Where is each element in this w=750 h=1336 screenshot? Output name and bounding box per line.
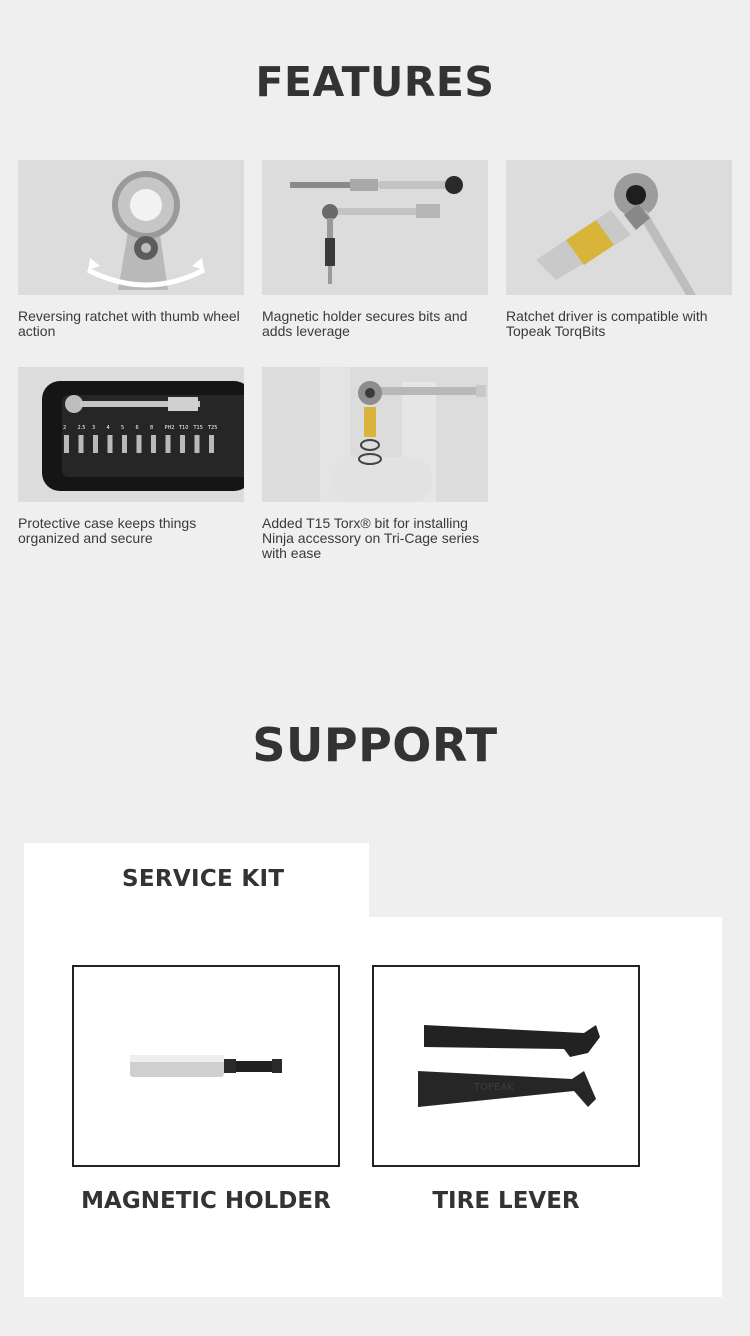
case-bit-label: T15 bbox=[193, 425, 203, 431]
case-bit bbox=[209, 435, 214, 453]
feature-card bbox=[18, 160, 244, 339]
magnetic-holder-image bbox=[262, 160, 488, 295]
case-bit bbox=[79, 435, 84, 453]
ratchet-thumb-wheel-image bbox=[18, 160, 244, 295]
support-heading: SUPPORT bbox=[252, 718, 498, 772]
case-bit-label: PH2 bbox=[164, 425, 175, 431]
case-bit bbox=[137, 435, 142, 453]
case-bit-label: 8 bbox=[150, 425, 154, 431]
feature-caption: Added T15 Torx® bit for installing Ninja accessory on Tri-Cage series with ease bbox=[262, 515, 480, 561]
case-bit-label: 4 bbox=[106, 425, 110, 431]
case-bit bbox=[122, 435, 127, 453]
feature-caption: Protective case keeps things organized and secure bbox=[18, 515, 197, 546]
case-bit bbox=[93, 435, 98, 453]
feature-card bbox=[18, 367, 244, 546]
tire-lever-label: TIRE LEVER bbox=[432, 1188, 580, 1214]
case-bit bbox=[108, 435, 113, 453]
case-bit bbox=[180, 435, 185, 453]
case-bit bbox=[64, 435, 69, 453]
feature-card bbox=[262, 160, 488, 339]
magnetic-holder-label: MAGNETIC HOLDER bbox=[81, 1188, 331, 1214]
magnetic-holder-part-image[interactable] bbox=[72, 965, 340, 1167]
case-bit-label: T10 bbox=[179, 425, 189, 431]
t15-torx-bit-image bbox=[262, 367, 488, 502]
case-bit bbox=[151, 435, 156, 453]
feature-card bbox=[506, 160, 732, 339]
case-bit-label: 2.5 bbox=[77, 425, 86, 431]
case-bit-label: 5 bbox=[121, 425, 125, 431]
tab-service-kit-label[interactable]: SERVICE KIT bbox=[122, 866, 285, 892]
protective-case-image bbox=[18, 367, 244, 502]
case-bit-label: 2 bbox=[63, 425, 67, 431]
case-bit-label: T25 bbox=[208, 425, 218, 431]
features-heading: FEATURES bbox=[255, 58, 495, 106]
svg-text:TOPEAK: TOPEAK bbox=[474, 1082, 514, 1093]
case-bit bbox=[195, 435, 200, 453]
case-bit-label: 6 bbox=[135, 425, 139, 431]
feature-caption: Ratchet driver is compatible with Topeak TorqBits bbox=[506, 308, 708, 339]
case-bit bbox=[166, 435, 171, 453]
ratchet-driver-image bbox=[506, 160, 732, 295]
case-bit-label: 3 bbox=[92, 425, 96, 431]
tire-lever-part-image[interactable] bbox=[372, 965, 640, 1167]
feature-caption: Magnetic holder secures bits and adds leverage bbox=[262, 308, 468, 339]
feature-card bbox=[262, 367, 488, 561]
feature-caption: Reversing ratchet with thumb wheel action bbox=[18, 308, 240, 339]
